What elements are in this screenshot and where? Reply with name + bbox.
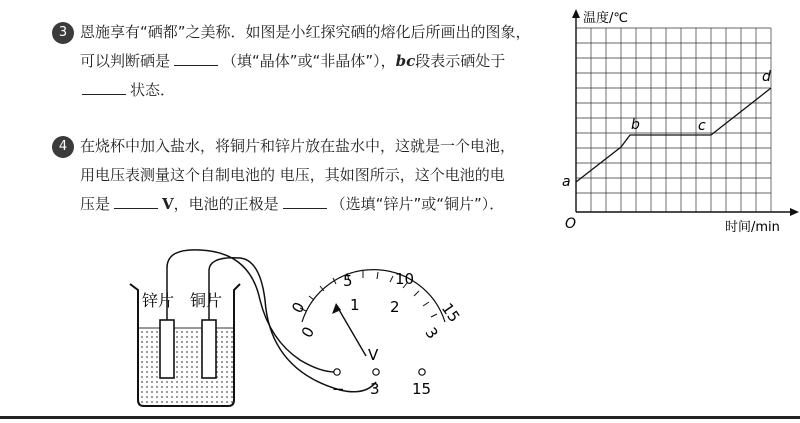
- q4-blank-1[interactable]: [114, 192, 158, 209]
- q3-line2: [80, 47, 531, 76]
- scale-bottom-3: 3: [421, 324, 442, 343]
- meter-ticks: [300, 271, 437, 317]
- copper-label: 铜片: [190, 291, 223, 310]
- q3-line3: [80, 76, 531, 105]
- terminal-15[interactable]: [419, 369, 425, 375]
- meter-scale-arc: [302, 270, 445, 322]
- q3-blank-2[interactable]: [82, 78, 126, 95]
- scale-top-15: 15: [437, 299, 464, 326]
- terminal-minus[interactable]: [334, 369, 340, 375]
- question-4: [80, 132, 515, 219]
- x-axis-arrow-icon: [790, 208, 799, 216]
- scale-bottom-0: 0: [297, 323, 319, 341]
- melting-curve: [576, 88, 771, 182]
- meter-needle: [338, 308, 366, 356]
- terminal-minus-label: −: [332, 380, 345, 398]
- q4-line3: [80, 190, 515, 219]
- salt-water: [139, 328, 233, 404]
- point-c-label: c: [698, 118, 706, 134]
- copper-plate: [202, 320, 216, 378]
- q4-unit-v: V: [162, 195, 174, 213]
- graph-grid: [576, 28, 771, 212]
- q3-text: 段表示硒处于: [415, 52, 506, 70]
- terminal-15-label: 15: [412, 380, 432, 398]
- y-axis-label: 温度/℃: [583, 11, 628, 26]
- terminal-3[interactable]: [373, 369, 379, 375]
- question-4-badge: 4: [52, 136, 74, 158]
- q4-line2: 用电压表测量这个自制电池的 电压，其如图所示，这个电池的电: [80, 166, 505, 184]
- needle-tip-icon: [332, 303, 341, 314]
- q4-text: 压是: [80, 195, 111, 213]
- scale-top-10: 10: [395, 270, 415, 288]
- q3-line1: 恩施享有“硒都”之美称．如图是小红探究硒的熔化后所画出的图象，: [80, 23, 531, 41]
- question-3: [80, 18, 531, 105]
- x-axis-label: 时间/min: [725, 220, 780, 235]
- zinc-plate: [160, 320, 174, 378]
- q4-line1: 在烧杯中加入盐水，将铜片和锌片放在盐水中，这就是一个电池，: [80, 137, 516, 155]
- zinc-label: 锌片: [142, 291, 175, 310]
- q3-text: （填“晶体”或“非晶体”），: [222, 52, 396, 70]
- q3-blank-1[interactable]: [174, 49, 218, 66]
- origin-label: O: [565, 216, 577, 232]
- y-axis-arrow-icon: [572, 9, 580, 18]
- q3-bc-label: bc: [395, 52, 416, 70]
- page-bottom-rule: [0, 416, 800, 419]
- q3-text: 可以判断硒是: [80, 52, 171, 70]
- scale-bottom-1: 1: [350, 296, 360, 314]
- point-a-label: a: [562, 174, 571, 190]
- q4-text: ，电池的正极是: [173, 195, 279, 213]
- meter-unit-v: V: [368, 346, 379, 364]
- question-3-badge: 3: [52, 22, 74, 44]
- q4-blank-2[interactable]: [283, 192, 327, 209]
- point-b-label: b: [631, 117, 640, 133]
- melting-graph: [555, 4, 800, 236]
- q4-text: （选填“锌片”或“铜片”）．: [330, 195, 505, 213]
- q3-text: 状态．: [130, 81, 176, 99]
- scale-bottom-2: 2: [390, 298, 400, 316]
- terminal-3-label: 3: [370, 380, 380, 398]
- scale-top-5: 5: [343, 272, 353, 290]
- battery-circuit-diagram: [110, 240, 480, 412]
- point-d-label: d: [762, 69, 771, 85]
- scale-top-0: 0: [288, 298, 309, 317]
